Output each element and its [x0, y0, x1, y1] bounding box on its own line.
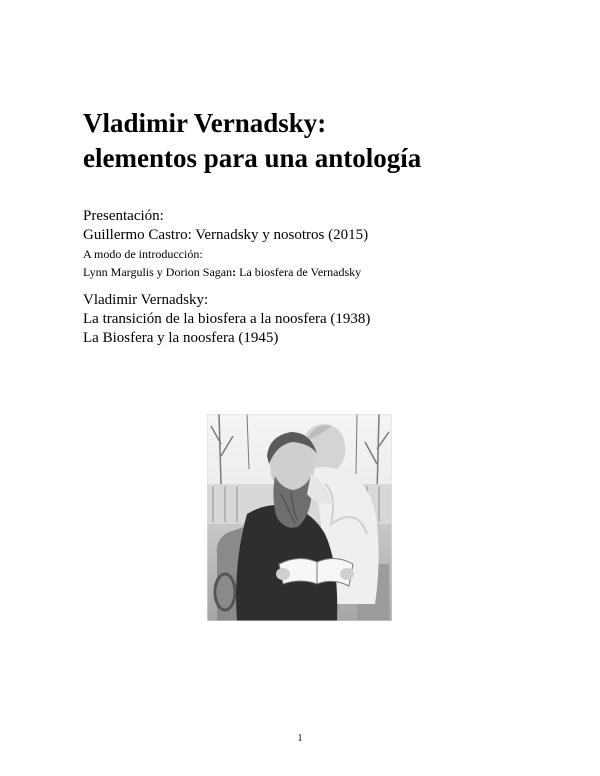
entry-authors: Lynn Margulis y Dorion Sagan: [83, 265, 233, 279]
presentation-entry-castro: Guillermo Castro: Vernadsky y nosotros (2015): [83, 227, 369, 243]
title-line-1: Vladimir Vernadsky:: [83, 108, 327, 138]
presentation-section: [83, 207, 368, 281]
work-item-1: La transición de la biosfera a la noosfera (1938): [83, 311, 371, 327]
entry-title: La biosfera de Vernadsky: [236, 265, 362, 279]
vernadsky-photo: [207, 414, 392, 621]
page-number: 1: [297, 733, 303, 744]
work-item-2: La Biosfera y la noosfera (1945): [83, 330, 279, 346]
document-title: [83, 106, 421, 176]
presentation-entry-margulis: [83, 263, 368, 281]
works-heading: Vladimir Vernadsky:: [83, 292, 209, 308]
works-section: [83, 291, 370, 348]
entry-colon: :: [232, 265, 237, 279]
title-line-2: elementos para una antología: [83, 143, 422, 173]
introduction-label: A modo de introducción:: [83, 247, 203, 261]
presentation-heading: Presentación:: [83, 208, 164, 224]
